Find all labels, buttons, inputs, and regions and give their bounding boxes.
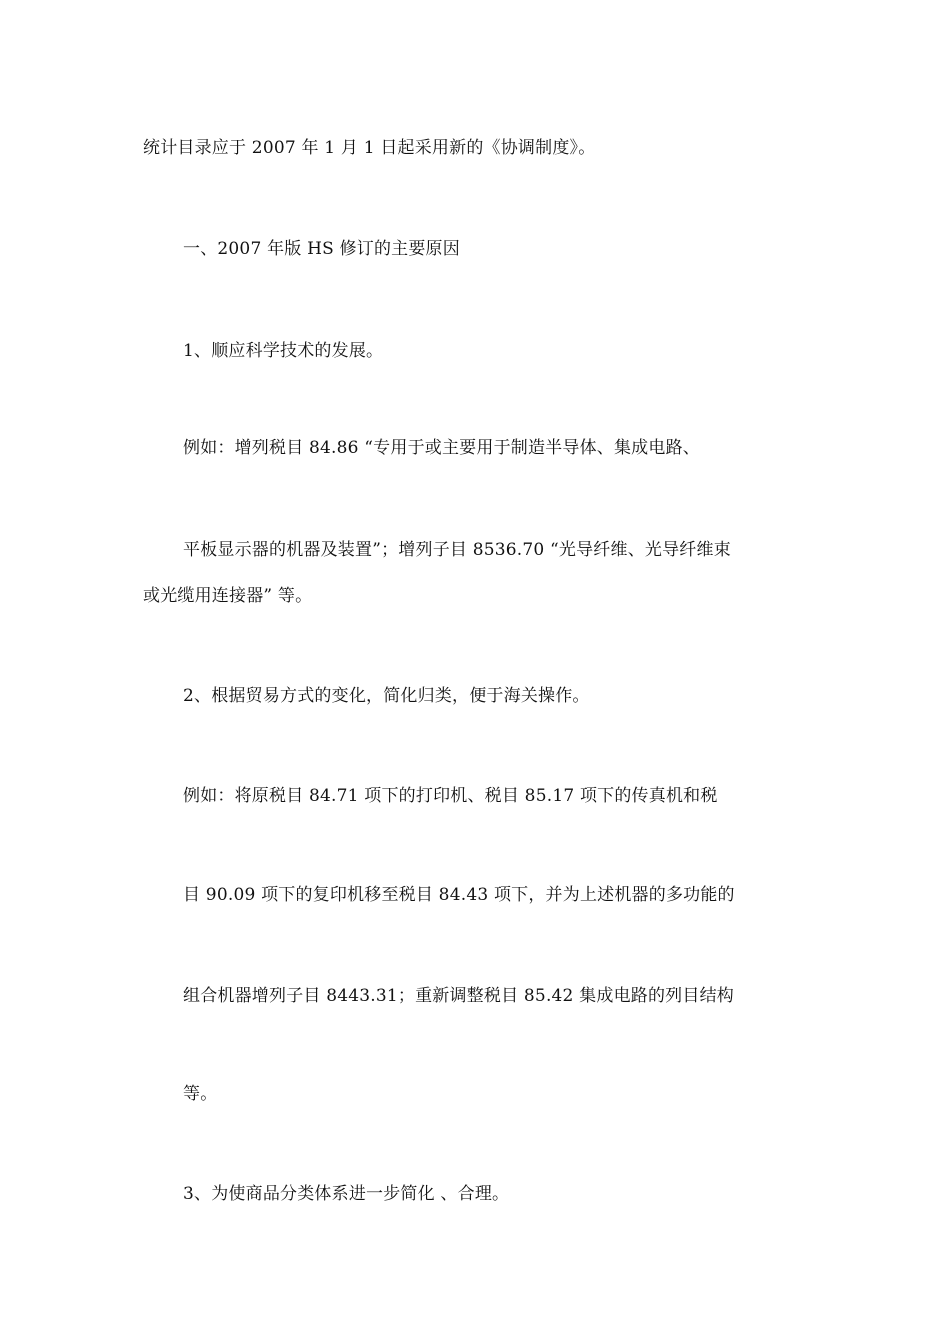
reason-2-example-line-2: 目 90.09 项下的复印机移至税目 84.43 项下，并为上述机器的多功能的 <box>183 885 735 905</box>
reason-1-example-line-3: 或光缆用连接器” 等。 <box>143 586 313 606</box>
reason-1-example-line-1: 例如：增列税目 84.86 “专用于或主要用于制造半导体、集成电路、 <box>183 438 700 458</box>
reason-2-heading: 2、根据贸易方式的变化，简化归类，便于海关操作。 <box>183 686 590 706</box>
reason-2-example-line-1: 例如：将原税目 84.71 项下的打印机、税目 85.17 项下的传真机和税 <box>183 786 718 806</box>
section-heading: 一、2007 年版 HS 修订的主要原因 <box>183 239 460 259</box>
reason-3-heading: 3、为使商品分类体系进一步简化 、合理。 <box>183 1184 510 1204</box>
reason-1-heading: 1、顺应科学技术的发展。 <box>183 341 384 361</box>
paragraph-intro-line: 统计目录应于 2007 年 1 月 1 日起采用新的《协调制度》。 <box>143 138 596 158</box>
reason-1-example-line-2: 平板显示器的机器及装置”；增列子目 8536.70 “光导纤维、光导纤维束 <box>183 540 731 560</box>
reason-2-example-line-3: 组合机器增列子目 8443.31；重新调整税目 85.42 集成电路的列目结构 <box>183 986 734 1006</box>
reason-2-example-line-4: 等。 <box>183 1084 218 1104</box>
